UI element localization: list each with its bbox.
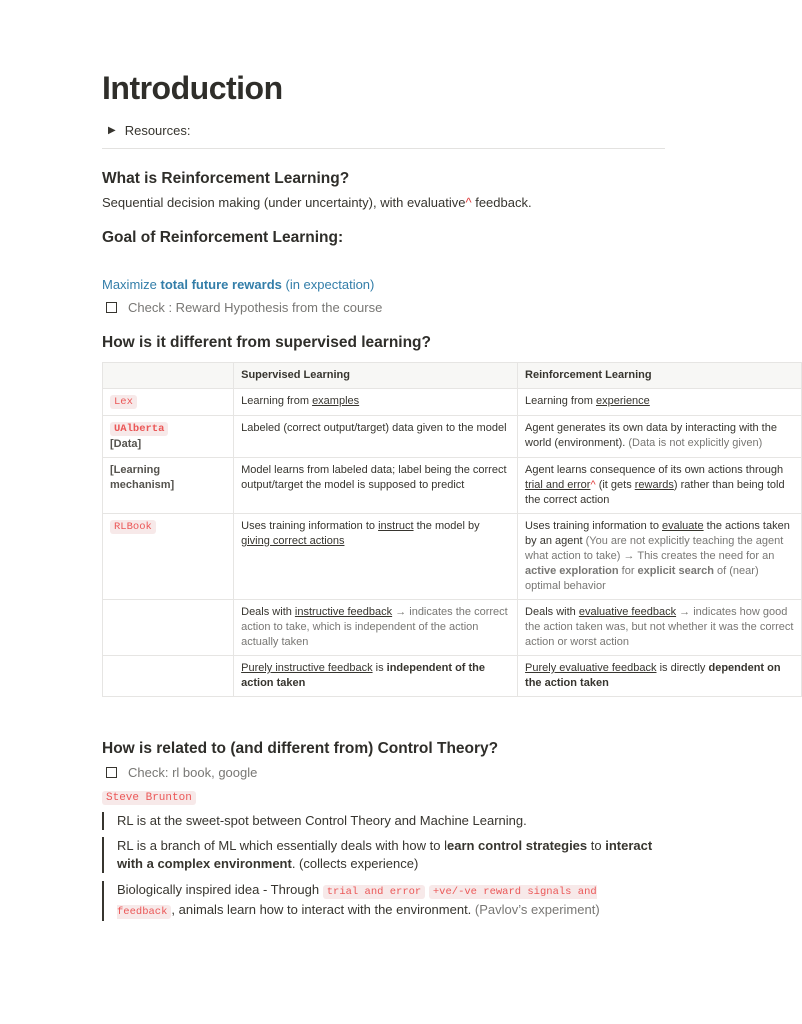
checkbox[interactable] [106,767,117,778]
bold-span: explicit search [637,565,714,577]
text-span: of (near) optimal behavior [525,565,759,592]
row-label-cell: [Learning mechanism] [103,458,234,514]
link-text: trial and error [525,479,591,491]
link-text: instructive feedback [294,606,393,618]
text-span: RL is a branch of ML which essentially deals with how to l [117,838,447,853]
checkbox[interactable] [106,302,117,313]
page-title: Introduction [102,70,283,106]
table-row [103,656,802,697]
heading-control-theory: How is related to (and different from) Control Theory? [102,740,499,757]
link-text: evaluative feedback [578,606,677,618]
code-span: trial and error [323,885,426,899]
goal-text [102,277,374,292]
text-span: Uses training information to [525,520,662,532]
bold-span: interact with a complex environment [117,838,653,871]
text-span: for [618,565,638,577]
text-span: the model by [413,520,480,532]
heading-what-is-rl: What is Reinforcement Learning? [102,170,350,187]
sl-cell: Learning from examples [234,389,518,416]
todo-reward-hypothesis [106,300,382,315]
link-text: examples [312,395,360,407]
row-label: [Data] [110,438,142,450]
table-row [103,416,802,458]
rl-cell [518,458,802,514]
row-label-cell [103,389,234,416]
text-span: . (collects experience) [291,856,419,871]
quote-1 [102,812,537,830]
rl-cell [518,600,802,656]
bold-span: total future rewards [160,277,282,292]
link-text: Purely evaluative feedback [525,662,657,674]
sl-cell [234,656,518,697]
text-span: , animals learn how to interact with the environment. [171,902,475,917]
link-text: evaluate [662,520,704,532]
what-is-rl-text [102,195,532,210]
text-span: is directly [656,662,709,674]
todo-label: Check : Reward Hypothesis from the course [128,300,383,315]
tag-rlbook: RLBook [110,520,156,534]
todo-label: Check: rl book, google [128,765,258,780]
rl-cell [518,514,802,600]
sl-cell: Labeled (correct output/target) data given to the model [234,416,518,458]
caret-mark: ^ [465,195,472,210]
tag-lex: Lex [110,395,137,409]
text-span: ) rather than being told the correct action [525,479,785,506]
link-text: experience [595,395,650,407]
sl-cell [234,514,518,600]
link-text: rewards [634,479,674,491]
text-span: (Data is not explicitly given) [625,437,763,449]
heading-goal: Goal of Reinforcement Learning: [102,229,344,246]
text-span: (Pavlov’s experiment) [474,902,600,917]
quote-3 [102,881,622,921]
table-header-cell: Supervised Learning [234,363,518,389]
text-span: Biologically inspired idea - Through [117,882,323,897]
rl-cell: Learning from experience [518,389,802,416]
text-span: Agent learns consequence of its own actions through [525,464,784,476]
sl-cell: Model learns from labeled data; label being the correct output/target the model is supposed to predict [234,458,518,514]
quote-2 [102,837,662,873]
text-span: Agent generates its own data by interacting with the world (environment). [525,422,777,449]
table-row [103,389,802,416]
bold-span: dependent on the action taken [525,662,781,689]
link-text: Purely instructive feedback [241,662,373,674]
text-span: Deals with [241,606,295,618]
tag-line [102,788,196,804]
table-header-cell [103,363,234,389]
rl-cell [518,416,802,458]
table-header-row [103,363,802,389]
comparison-table [102,362,802,697]
text-span: the actions taken by an agent [525,520,790,547]
sl-cell [234,600,518,656]
table-row [103,514,802,600]
text-span: is [372,662,387,674]
tag-ualberta: UAlberta [110,422,168,436]
row-label-cell [103,656,234,697]
text-span: Maximize [102,277,161,292]
link-text: giving correct actions [241,535,345,547]
caret-mark: ^ [590,479,596,491]
heading-different: How is it different from supervised learning? [102,334,431,351]
text-span: (in expectation) [281,277,375,292]
bold-span: active exploration [525,565,619,577]
triangle-right-icon[interactable]: ▶ [108,125,116,136]
bold-span: independent of the action taken [241,662,486,689]
code-span: +ve/-ve reward signals and feedback [117,886,597,918]
text-span: → indicates how good the action taken was, but not whether it was the correct action or worst action [525,606,794,648]
table-row [103,600,802,656]
text-span: to [587,838,606,853]
text-span: (You are not explicitly teaching the agent what action to take) → This creates the need for an [525,535,784,562]
todo-rl-book [106,765,257,780]
divider [102,148,665,149]
text-span: feedback. [471,195,532,210]
tag-steve-brunton: Steve Brunton [102,791,196,805]
text-span: → indicates the correct action to take, which is independent of the action actually taken [241,606,508,648]
text-span: Uses training information to [241,520,379,532]
quote-text: RL is at the sweet-spot between Control Theory and Machine Learning. [117,813,527,828]
row-label-cell [103,600,234,656]
rl-cell [518,656,802,697]
resources-label: Resources: [124,123,191,138]
row-label-cell [103,514,234,600]
text-span: Sequential decision making (under uncertainty), with evaluative [102,195,466,210]
table-row [103,458,802,514]
row-label-cell [103,416,234,458]
text-span: Deals with [525,606,579,618]
bold-span: earn control strategies [446,838,588,853]
link-text: instruct [378,520,414,532]
text-span: (it gets [595,479,635,491]
table-header-cell: Reinforcement Learning [518,363,802,389]
resources-toggle[interactable] [108,123,190,138]
